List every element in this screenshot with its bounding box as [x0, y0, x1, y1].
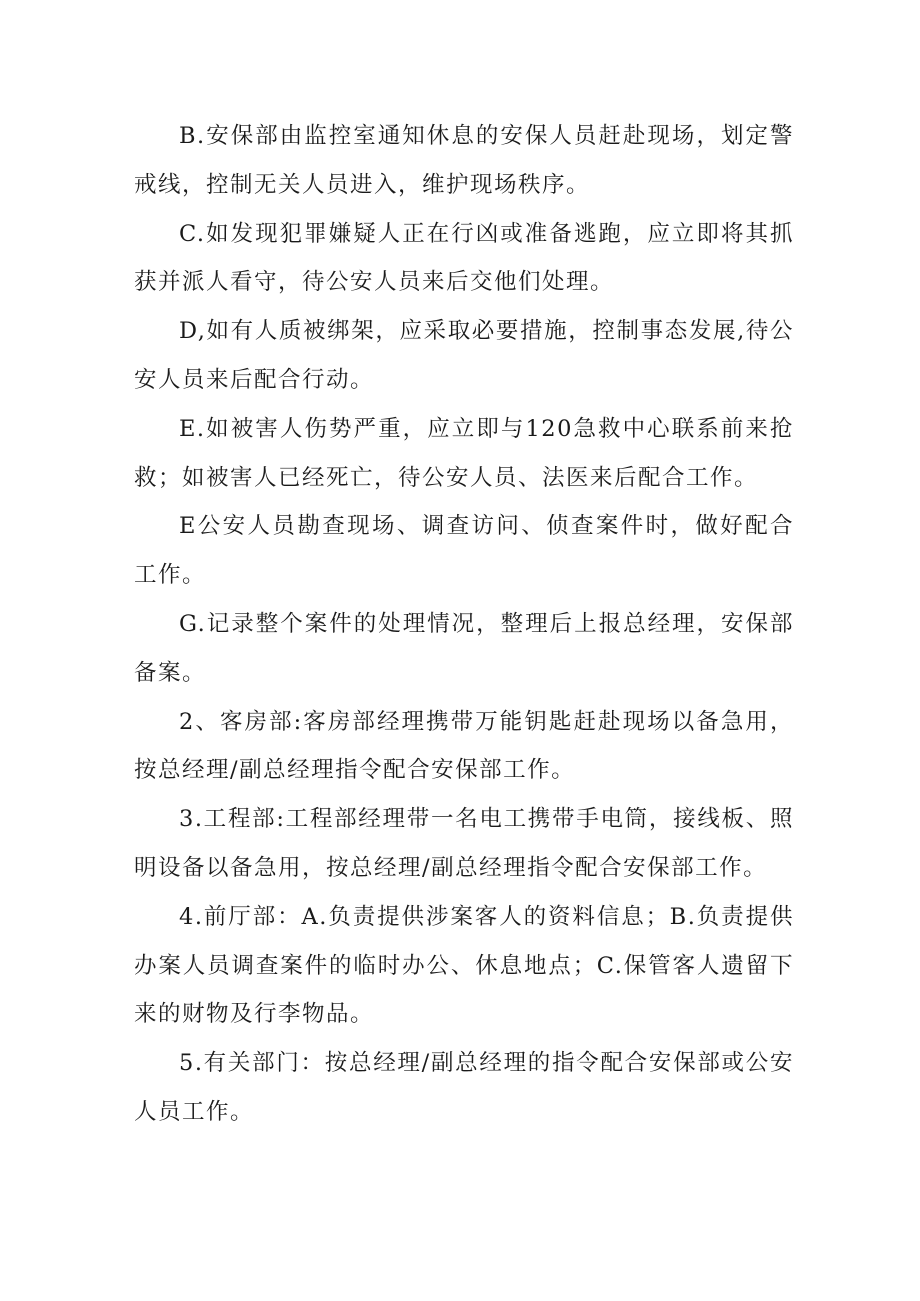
paragraph-2-housekeeping: 2、客房部:客房部经理携带万能钥匙赶赴现场以备急用，按总经理/副总经理指令配合安保部工作。 — [134, 708, 794, 784]
paragraph-5-related-departments: 5.有关部门：按总经理/副总经理的指令配合安保部或公安人员工作。 — [134, 1050, 794, 1125]
paragraph-e-victim-injury: E.如被害人伤势严重，应立即与120急救中心联系前来抢救；如被害人已经死亡，待公安人员、法医来后配合工作。 — [134, 415, 794, 491]
paragraph-f-police-investigation: E公安人员勘查现场、调查访问、侦查案件时，做好配合工作。 — [134, 513, 794, 589]
paragraph-b-security-cordon: B.安保部由监控室通知休息的安保人员赶赴现场，划定警戒线，控制无关人员进入，维护现场秩序。 — [134, 123, 794, 198]
paragraph-d-hostage: D,如有人质被绑架，应采取必要措施，控制事态发展,待公安人员来后配合行动。 — [134, 318, 794, 393]
paragraph-c-detain-suspect: C.如发现犯罪嫌疑人正在行凶或准备逃跑，应立即将其抓获并派人看守，待公安人员来后交他们处理。 — [134, 220, 794, 296]
paragraph-g-record-case: G.记录整个案件的处理情况，整理后上报总经理，安保部备案。 — [134, 610, 794, 686]
document-body — [134, 112, 794, 1137]
paragraph-3-engineering: 3.工程部:工程部经理带一名电工携带手电筒，接线板、照明设备以备急用，按总经理/副总经理指令配合安保部工作。 — [134, 806, 794, 881]
paragraph-4-front-office: 4.前厅部：A.负责提供涉案客人的资料信息；B.负责提供办案人员调查案件的临时办公、休息地点；C.保管客人遗留下来的财物及行李物品。 — [134, 903, 794, 1028]
